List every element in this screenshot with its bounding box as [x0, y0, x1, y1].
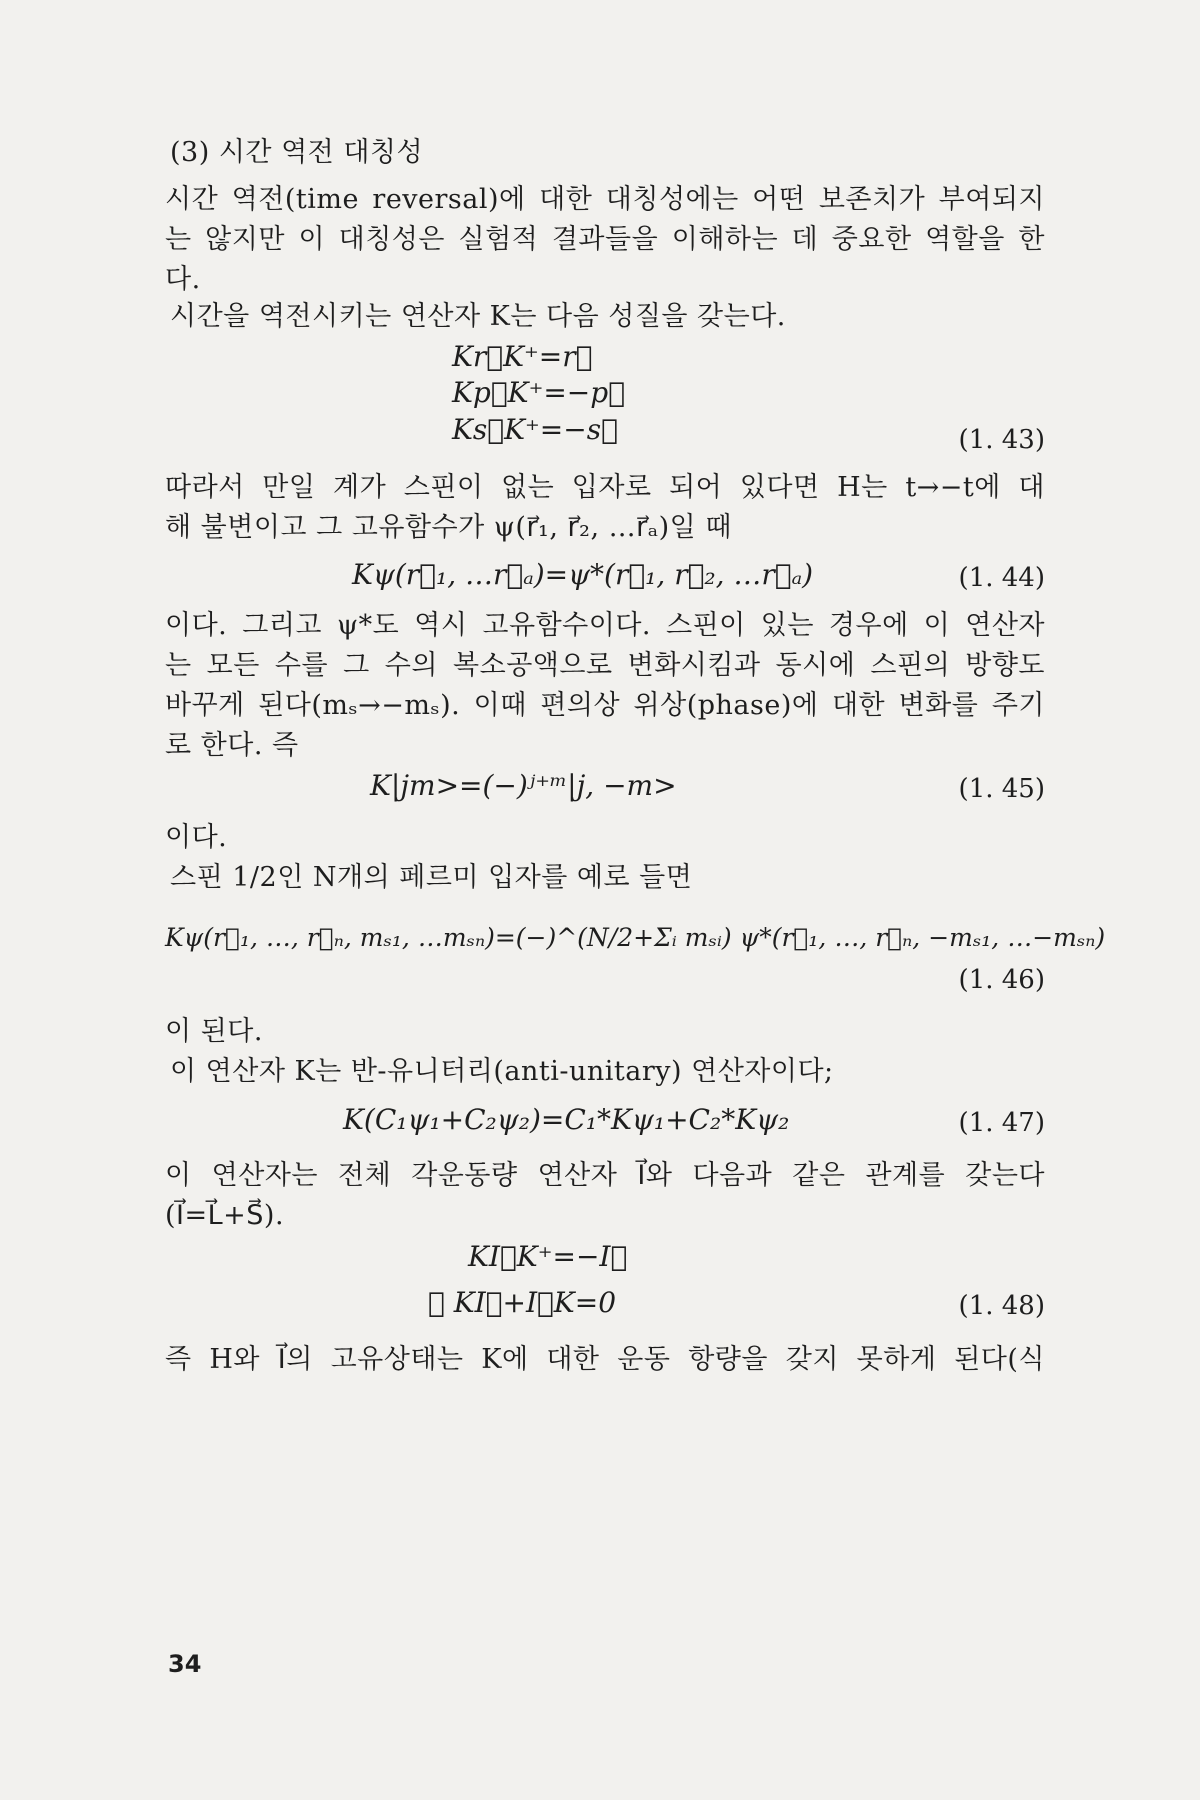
- paragraph-fermi-example: 스핀 1/2인 N개의 페르미 입자를 예로 들면: [170, 862, 693, 893]
- equation-1-45: K|jm>=(−)ʲ⁺ᵐ|j, −m>: [370, 769, 677, 802]
- text-line: 는 않지만 이 대칭성은 실험적 결과들을 이해하는 데 중요한 역할을 한: [165, 224, 1045, 255]
- text-line: 는 모든 수를 그 수의 복소공액으로 변화시킴과 동시에 스핀의 방향도: [165, 650, 1045, 681]
- equation-number-1-48: (1. 48): [958, 1291, 1045, 1321]
- text-line: 다.: [165, 264, 201, 295]
- paragraph-angular-momentum: [165, 1156, 1045, 1236]
- text-line: 해 불변이고 그 고유함수가 ψ(r⃗₁, r⃗₂, …r⃗ₐ)일 때: [165, 512, 732, 543]
- equation-1-48-line2: ∴ KI⃗+I⃗K=0: [428, 1286, 617, 1319]
- paragraph-time-reversal-intro: [165, 180, 1045, 300]
- equation-1-43-line1: Kr⃗K⁺=r⃗: [452, 340, 593, 373]
- equation-1-43-line2: Kp⃗K⁺=−p⃗: [452, 376, 625, 409]
- text-line: 바꾸게 된다(mₛ→−mₛ). 이때 편의상 위상(phase)에 대한 변화를 주기: [165, 690, 1045, 721]
- equation-1-47: K(C₁ψ₁+C₂ψ₂)=C₁*Kψ₁+C₂*Kψ₂: [343, 1103, 790, 1136]
- equation-number-1-45: (1. 45): [958, 774, 1045, 804]
- paragraph-with-spin: [165, 606, 1045, 766]
- paragraph-spinless: [165, 468, 1045, 548]
- equation-number-1-46: (1. 46): [958, 965, 1045, 995]
- paragraph-anti-unitary: 이 연산자 K는 반-유니터리(anti-unitary) 연산자이다;: [170, 1056, 834, 1087]
- equation-number-1-47: (1. 47): [958, 1108, 1045, 1138]
- equation-1-43-line3: Ks⃗K⁺=−s⃗: [452, 413, 618, 446]
- text-line: 시간 역전(time reversal)에 대한 대칭성에는 어떤 보존치가 부여되지: [165, 184, 1045, 215]
- paragraph-ida: 이다.: [165, 822, 228, 853]
- text-line: 이 연산자는 전체 각운동량 연산자 I⃗와 다음과 같은 관계를 갖는다: [165, 1160, 1045, 1191]
- paragraph-eigenstates: 즉 H와 I⃗의 고유상태는 K에 대한 운동 항량을 갖지 못하게 된다(식: [165, 1344, 1045, 1375]
- text-line: 이다. 그리고 ψ*도 역시 고유함수이다. 스핀이 있는 경우에 이 연산자: [165, 610, 1045, 641]
- equation-1-46: Kψ(r⃗₁, …, r⃗ₙ, mₛ₁, …mₛₙ)=(−)^(N/2+Σᵢ mₛᵢ) ψ*(r⃗₁, …, r⃗ₙ, −mₛ₁, …−mₛₙ): [165, 923, 1106, 952]
- paragraph-operator-k: 시간을 역전시키는 연산자 K는 다음 성질을 갖는다.: [170, 301, 786, 332]
- page-number: 34: [168, 1650, 202, 1678]
- text-line: 따라서 만일 계가 스핀이 없는 입자로 되어 있다면 H는 t→−t에 대: [165, 472, 1045, 503]
- paragraph-doenda: 이 된다.: [165, 1016, 263, 1047]
- equation-number-1-43: (1. 43): [958, 425, 1045, 455]
- text-line: 로 한다. 즉: [165, 730, 299, 761]
- text-line: (I⃗=L⃗+S⃗).: [165, 1200, 285, 1231]
- equation-number-1-44: (1. 44): [958, 563, 1045, 593]
- section-heading: (3) 시간 역전 대칭성: [170, 137, 424, 168]
- equation-1-44: Kψ(r⃗₁, …r⃗ₐ)=ψ*(r⃗₁, r⃗₂, …r⃗ₐ): [352, 558, 814, 591]
- equation-1-48-line1: KI⃗K⁺=−I⃗: [468, 1240, 628, 1273]
